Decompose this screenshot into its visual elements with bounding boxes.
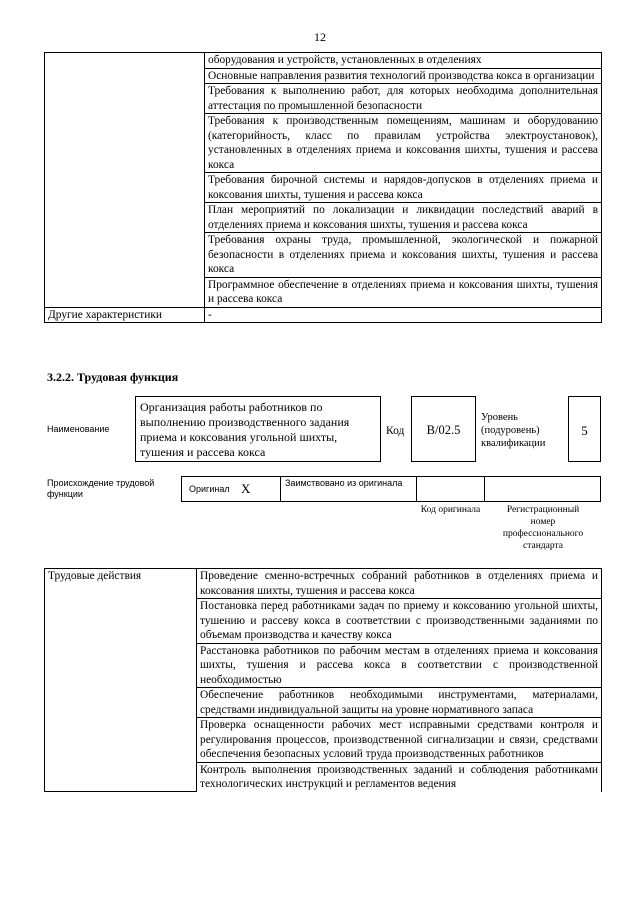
- qualification-level-label: Уровень (подуровень) квалификации: [481, 412, 546, 449]
- code-label: Код: [386, 425, 405, 437]
- table-cell: Требования бирочной системы и нарядов-допусков в отделениях приема и коксования шихты, тушения и рассева кокса: [205, 173, 602, 203]
- table-cell: Программное обеспечение в отделениях приема и коксования шихты, тушения и рассева кокса: [205, 277, 602, 307]
- table-cell: оборудования и устройств, установленных в отделениях: [205, 53, 602, 69]
- registration-number-cell: [485, 477, 600, 501]
- original-code-cell: [417, 477, 485, 501]
- table-row: [45, 307, 602, 323]
- function-code-box: В/02.5: [411, 396, 476, 462]
- table-cell: Требования к выполнению работ, для которых необходима дополнительная аттестация по промышленной безопасности: [205, 84, 602, 114]
- qualification-level-box: 5: [568, 396, 601, 462]
- knowledge-table: [44, 52, 602, 323]
- table-cell: Обеспечение работников необходимыми инструментами, материалами, средствами индивидуальной защиты на уровне нормативного запаса: [197, 688, 602, 718]
- table-row: [45, 569, 602, 599]
- origin-row: [181, 476, 601, 502]
- registration-number-label: Регистрационный номер профессионального стандарта: [502, 505, 584, 551]
- labor-actions-table: [44, 568, 602, 792]
- original-label: Оригинал: [189, 484, 230, 494]
- table-cell: Постановка перед работниками задач по приему и коксованию угольной шихты, тушению и рассеву кокса в соответствии с производственными заданиями по объемам производства и качеству кокса: [197, 599, 602, 644]
- original-code-label: Код оригинала: [420, 505, 481, 515]
- other-characteristics-value: -: [205, 307, 602, 323]
- table-cell: План мероприятий по локализации и ликвидации последствий аварий в отделениях приема и коксования шихты, тушения и рассева кокса: [205, 203, 602, 233]
- table-cell: Основные направления развития технологий производства кокса в организации: [205, 68, 602, 84]
- table-cell-empty: [45, 53, 205, 308]
- origin-label: Происхождение трудовой функции: [47, 478, 155, 499]
- table-cell: Проведение сменно-встречных собраний работников в отделениях приема и коксования шихты, тушения и рассева кокса: [197, 569, 602, 599]
- name-label: Наименование: [47, 424, 110, 434]
- table-cell: Требования к производственным помещениям, машинам и оборудованию (категорийность, класс по правилам устройства электроустановок), установленных в отделениях приема и коксования шихты, тушения и рассева кокса: [205, 114, 602, 173]
- table-cell: Проверка оснащенности рабочих мест исправными средствами контроля и регулирования процессов, производственной сигнализации и связи, средствами обеспечения безопасных условий труда производственных работников: [197, 718, 602, 763]
- table-cell: Контроль выполнения производственных заданий и соблюдения работниками технологических инструкций и регламентов ведения: [197, 762, 602, 792]
- labor-actions-label: Трудовые действия: [45, 569, 197, 792]
- function-name-box: Организация работы работников по выполнению производственного задания приема и коксования угольной шихты, тушения и рассева кокса: [135, 396, 381, 462]
- page-number: 12: [314, 30, 326, 44]
- table-row: [45, 53, 602, 69]
- table-cell: Требования охраны труда, промышленной, экологической и пожарной безопасности в отделениях приема и коксования шихты, тушения и рассева кокса: [205, 233, 602, 278]
- table-cell: Расстановка работников по рабочим местам в отделениях приема и коксования шихты, тушения и рассева кокса в соответствии с производственной необходимостью: [197, 643, 602, 688]
- original-mark: X: [241, 477, 281, 501]
- section-title: 3.2.2. Трудовая функция: [47, 370, 179, 384]
- other-characteristics-label: Другие характеристики: [45, 307, 205, 323]
- borrowed-label: Заимствовано из оригинала: [281, 477, 417, 501]
